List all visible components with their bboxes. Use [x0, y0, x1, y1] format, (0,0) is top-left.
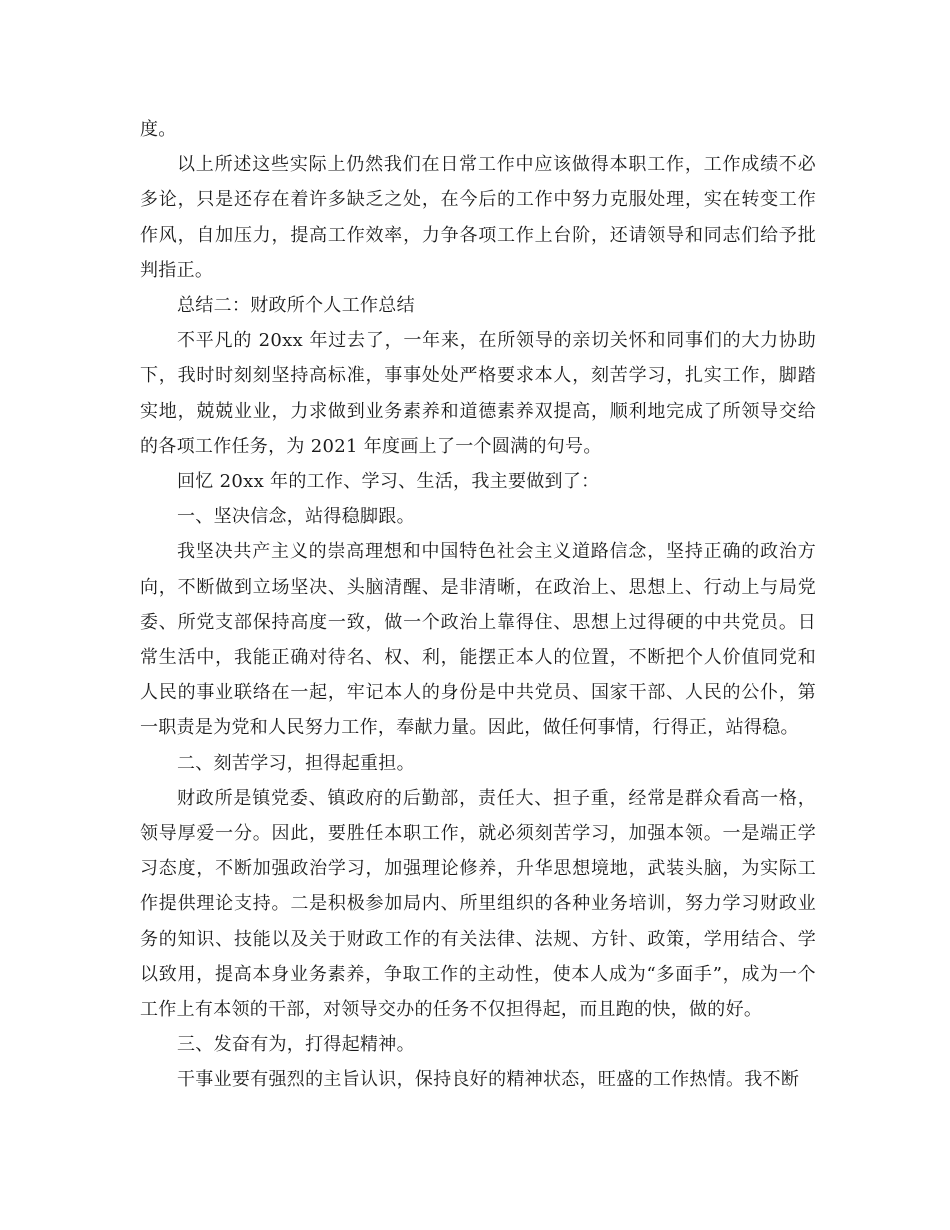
- section-heading-summary-two: 总结二：财政所个人工作总结: [177, 295, 415, 317]
- paragraph-intro: 不平凡的 20xx 年过去了，一年来，在所领导的亲切关怀和同事们的大力协助下，我时时刻刻坚持高标准，事事处处严格要求本人，刻苦学习，扎实工作，脚踏实地，兢兢业业，力求做到业务素养和道德素养双提高，顺利地完成了所领导交给的各项工作任务，为 2021 年度画上了一个圆满的句号。: [140, 330, 816, 457]
- paragraph-recall: 回忆 20xx 年的工作、学习、生活，我主要做到了：: [177, 471, 600, 493]
- paragraph-study: 财政所是镇党委、镇政府的后勤部，责任大、担子重，经常是群众看高一格，领导厚爱一分。因此，要胜任本职工作，就必须刻苦学习，加强本领。一是端正学习态度，不断加强政治学习，加强理论修养，升华思想境地，武装头脑，为实际工作提供理论支持。二是积极参加局内、所里组织的各种业务培训，努力学习财政业务的知识、技能以及关于财政工作的有关法律、法规、方针、政策，学用结合、学以致用，提高本身业务素养，争取工作的主动性，使本人成为“多面手”，成为一个工作上有本领的干部，对领导交办的任务不仅担得起，而且跑的快，做的好。: [140, 787, 816, 1021]
- document-body: [140, 112, 816, 1098]
- paragraph-continuation: 度。: [140, 119, 177, 140]
- paragraph-spirit: 干事业要有强烈的主旨认识，保持良好的精神状态，旺盛的工作热情。我不断: [177, 1069, 800, 1091]
- paragraph-belief: 我坚决共产主义的崇高理想和中国特色社会主义道路信念，坚持正确的政治方向，不断做到立场坚决、头脑清醒、是非清晰，在政治上、思想上、行动上与局党委、所党支部保持高度一致，做一个政治上靠得住、思想上过得硬的中共党员。日常生活中，我能正确对待名、权、利，能摆正本人的位置，不断把个人价值同党和人民的事业联络在一起，牢记本人的身份是中共党员、国家干部、人民的公仆，第一职责是为党和人民努力工作，奉献力量。因此，做任何事情，行得正，站得稳。: [140, 541, 816, 739]
- section-heading-one: 一、坚决信念，站得稳脚跟。: [177, 506, 415, 528]
- section-heading-three: 三、发奋有为，打得起精神。: [177, 1034, 415, 1056]
- paragraph-summary-closing: 以上所述这些实际上仍然我们在日常工作中应该做得本职工作，工作成绩不必多论，只是还存在着许多缺乏之处，在今后的工作中努力克服处理，实在转变工作作风，自加压力，提高工作效率，力争各项工作上台阶，还请领导和同志们给予批判指正。: [140, 154, 816, 281]
- section-heading-two: 二、刻苦学习，担得起重担。: [177, 752, 415, 774]
